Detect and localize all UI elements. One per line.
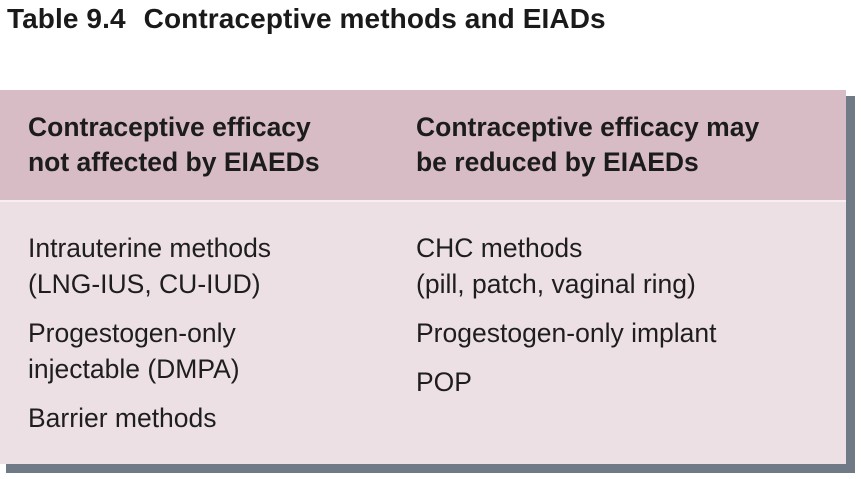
header-cell-not-affected [28,110,398,180]
entry-line: Intrauterine methods [28,233,272,263]
table-header-row [0,90,846,200]
list-item [416,230,836,302]
entry-line: injectable (DMPA) [28,354,240,384]
table-caption: Contraceptive methods and EIADs [143,3,606,34]
column-may-be-reduced [416,230,836,413]
list-item [28,315,398,387]
list-item [416,364,836,400]
entry-line: CHC methods [416,233,583,263]
list-item [28,400,398,436]
table-number: Table 9.4 [7,3,126,34]
list-item [416,315,836,351]
list-item [28,230,398,302]
entry-line: POP [416,367,472,397]
header-line: Contraceptive efficacy may [416,112,760,142]
header-line: be reduced by EIAEDs [416,147,699,177]
contraceptive-table [0,90,846,464]
header-divider [0,200,846,202]
entry-line: (pill, patch, vaginal ring) [416,269,696,299]
column-not-affected [28,230,398,449]
entry-line: Barrier methods [28,403,217,433]
entry-line: (LNG-IUS, CU-IUD) [28,269,261,299]
header-line: Contraceptive efficacy [28,112,311,142]
header-cell-may-be-reduced [416,110,836,180]
entry-line: Progestogen-only implant [416,318,717,348]
entry-line: Progestogen-only [28,318,236,348]
header-line: not affected by EIAEDs [28,147,320,177]
table-title [7,2,606,36]
